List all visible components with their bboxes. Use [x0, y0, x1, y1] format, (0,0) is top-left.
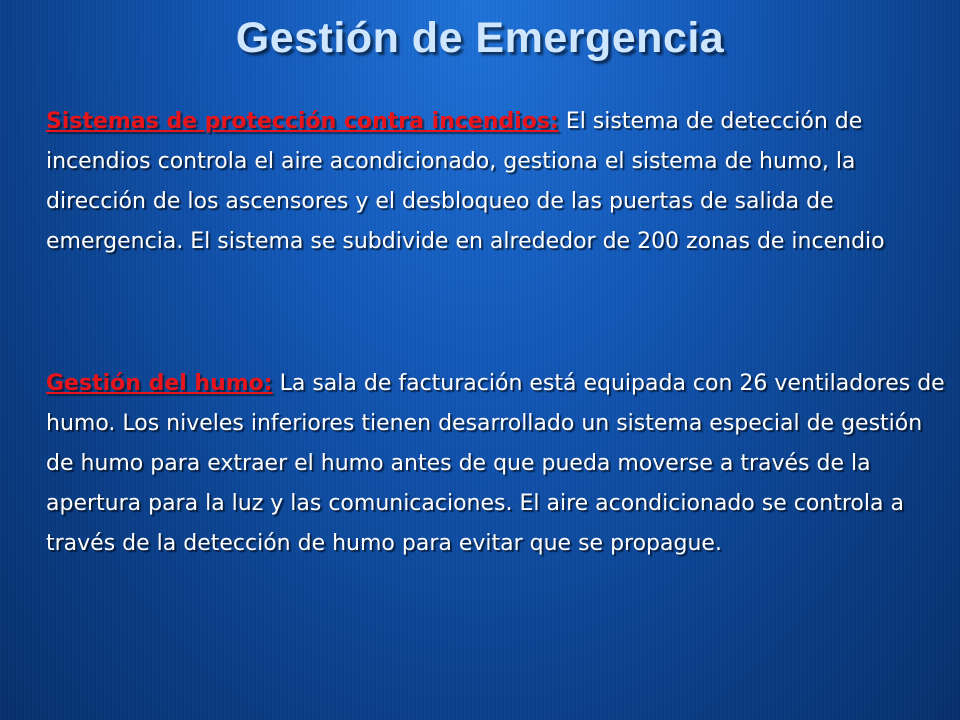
section-heading-fire-protection: Sistemas de protección contra incendios:	[46, 109, 559, 134]
slide-title: Gestión de Emergencia	[235, 14, 725, 62]
section-fire-protection	[46, 102, 952, 262]
section-body-smoke-management: La sala de facturación está equipada con 26 ventiladores de humo. Los niveles inferiores tienen desarrollado un sistema especial de gestión de humo para extraer el humo antes de que pueda moverse a través de la apertura para la luz y las comunicaciones. El aire acondicionado se controla a través de la detección de humo para evitar que se propague.	[46, 371, 945, 556]
section-heading-smoke-management: Gestión del humo:	[46, 371, 273, 396]
section-body-fire-protection: El sistema de detección de incendios controla el aire acondicionado, gestiona el sistema de humo, la dirección de los ascensores y el desbloqueo de las puertas de salida de emergencia. El sistema se subdivide en alrededor de 200 zonas de incendio	[46, 109, 885, 254]
section-smoke-management	[46, 364, 952, 564]
